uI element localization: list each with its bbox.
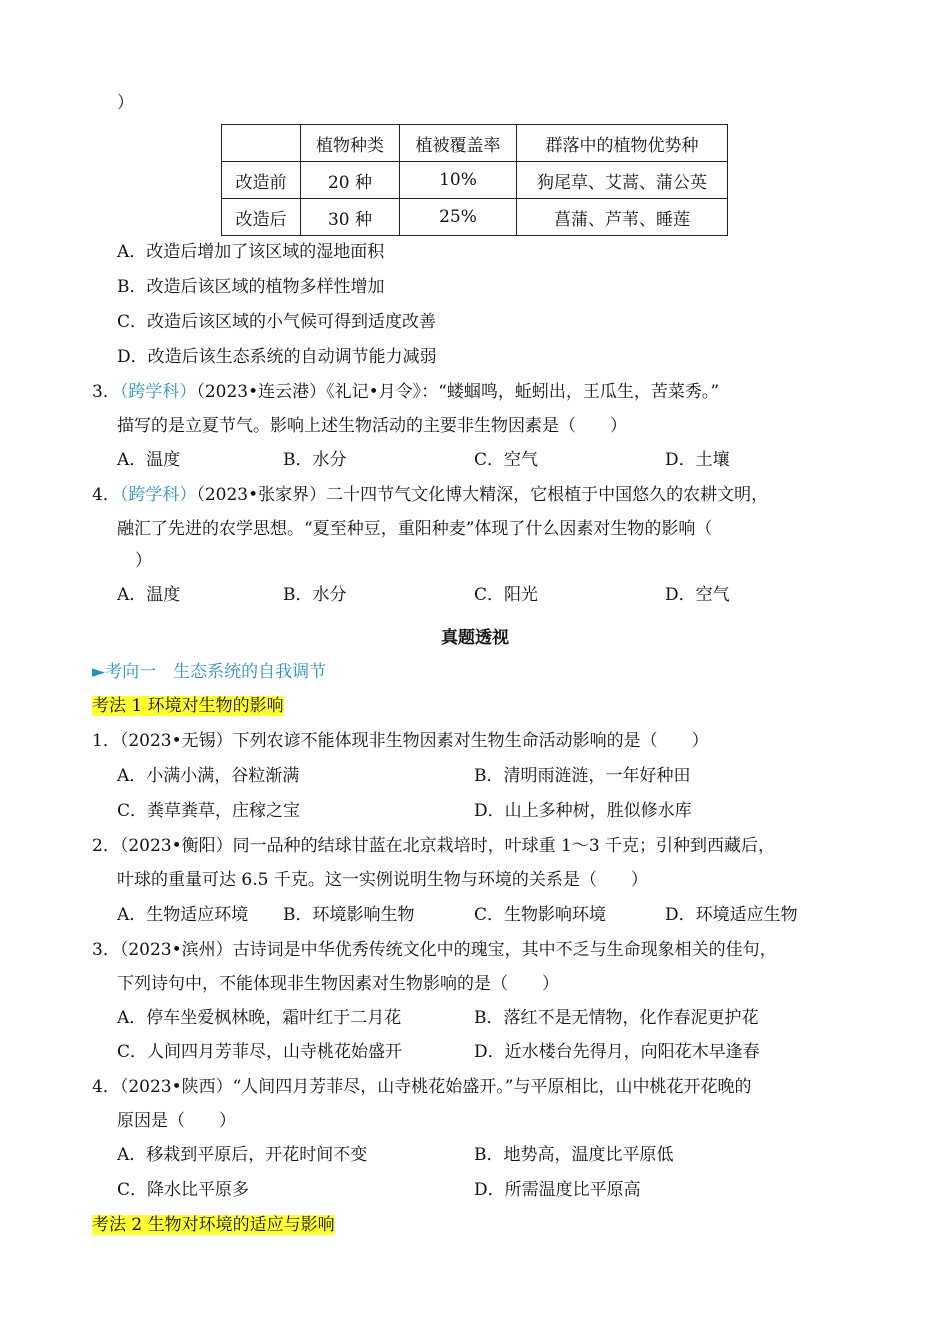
- question: [92, 835, 775, 857]
- option: B．改造后该区域的植物多样性增加: [117, 277, 385, 297]
- option: A．温度: [117, 585, 181, 605]
- comparison-table: [221, 124, 728, 236]
- cross-subject-tag: （跨学科）: [119, 382, 197, 402]
- table-cell: 25%: [400, 199, 517, 236]
- question-number: 3．: [92, 382, 120, 402]
- question-continuation: ）: [117, 93, 134, 113]
- question-text: （2023•连云港）《礼记•月令》：“蝼蝈鸣，蚯蚓出，王瓜生，苦菜秀。”: [196, 382, 720, 402]
- option: C．粪草粪草，庄稼之宝: [117, 801, 301, 821]
- question-text: ）: [135, 551, 152, 571]
- section-title: 真题透视: [441, 628, 509, 648]
- question-text: （2023•衡阳）同一品种的结球甘蓝在北京栽培时，叶球重 1～3 千克；引种到西藏后，: [119, 836, 776, 856]
- option: D．土壤: [665, 450, 730, 470]
- table-cell: 改造后: [222, 199, 301, 236]
- option: A．温度: [117, 450, 181, 470]
- table-row: [222, 125, 728, 162]
- option: A．改造后增加了该区域的湿地面积: [117, 242, 385, 262]
- highlight: 考法 2 生物对环境的适应与影响: [92, 1215, 335, 1235]
- option: D．山上多种树，胜似修水库: [474, 801, 692, 821]
- question-text: 下列诗句中，不能体现非生物因素对生物影响的是（ ）: [117, 974, 559, 994]
- option: D．改造后该生态系统的自动调节能力减弱: [117, 347, 437, 367]
- option: B．环境影响生物: [283, 905, 415, 925]
- option: A．移栽到平原后，开花时间不变: [117, 1145, 368, 1165]
- table-cell: 30 种: [301, 199, 400, 236]
- option: D．环境适应生物: [665, 905, 798, 925]
- cross-subject-tag: （跨学科）: [119, 485, 197, 505]
- question-text: 原因是（ ）: [117, 1111, 236, 1131]
- question: [92, 484, 768, 506]
- table-cell: 10%: [400, 162, 517, 199]
- question-number: 3．: [92, 940, 120, 960]
- question: [92, 730, 709, 752]
- option: D．近水楼台先得月，向阳花木早逢春: [474, 1042, 760, 1062]
- highlight: 考法 1 环境对生物的影响: [92, 696, 284, 716]
- method-heading: [92, 695, 284, 717]
- question-text: 描写的是立夏节气。影响上述生物活动的主要非生物因素是（ ）: [117, 416, 627, 436]
- option: A．生物适应环境: [117, 905, 249, 925]
- question-text: （2023•张家界）二十四节气文化博大精深，它根植于中国悠久的农耕文明，: [196, 485, 769, 505]
- table-cell: 菖蒲、芦苇、睡莲: [517, 199, 728, 236]
- option: C．阳光: [474, 585, 539, 605]
- question: [92, 939, 777, 961]
- table-cell: [222, 125, 301, 162]
- option: C．改造后该区域的小气候可得到适度改善: [117, 312, 437, 332]
- question: [92, 381, 719, 403]
- table-row: [222, 162, 728, 199]
- table-cell: 狗尾草、艾蒿、蒲公英: [517, 162, 728, 199]
- table-cell: 植被覆盖率: [400, 125, 517, 162]
- option: C．人间四月芳菲尽，山寺桃花始盛开: [117, 1042, 403, 1062]
- table-cell: 群落中的植物优势种: [517, 125, 728, 162]
- question-text: （2023•滨州）古诗词是中华优秀传统文化中的瑰宝，其中不乏与生命现象相关的佳句，: [119, 940, 777, 960]
- option: C．降水比平原多: [117, 1180, 250, 1200]
- question: [92, 1076, 752, 1098]
- option: B．落红不是无情物，化作春泥更护花: [474, 1008, 759, 1028]
- question-number: 2．: [92, 836, 120, 856]
- question-number: 4．: [92, 1077, 120, 1097]
- question-text: 融汇了先进的农学思想。“夏至种豆，重阳种麦”体现了什么因素对生物的影响（: [117, 519, 713, 539]
- option: C．生物影响环境: [474, 905, 607, 925]
- table-cell: 植物种类: [301, 125, 400, 162]
- option: B．水分: [283, 450, 347, 470]
- option: D．空气: [665, 585, 730, 605]
- option: B．地势高，温度比平原低: [474, 1145, 674, 1165]
- option: A．停车坐爱枫林晚，霜叶红于二月花: [117, 1008, 402, 1028]
- option: C．空气: [474, 450, 539, 470]
- question-text: 叶球的重量可达 6.5 千克。这一实例说明生物与环境的关系是（ ）: [117, 870, 648, 890]
- question-number: 4．: [92, 485, 120, 505]
- method-heading: [92, 1214, 335, 1236]
- table-cell: 20 种: [301, 162, 400, 199]
- table-cell: 改造前: [222, 162, 301, 199]
- topic-heading: ►考向一 生态系统的自我调节: [92, 662, 327, 682]
- option: B．清明雨涟涟，一年好种田: [474, 766, 691, 786]
- table-row: [222, 199, 728, 236]
- question-number: 1．: [92, 731, 120, 751]
- question-text: （2023•无锡）下列农谚不能体现非生物因素对生物生命活动影响的是（ ）: [119, 731, 709, 751]
- question-text: （2023•陕西）“人间四月芳菲尽，山寺桃花始盛开。”与平原相比，山中桃花开花晚的: [119, 1077, 752, 1097]
- option: A．小满小满，谷粒渐满: [117, 766, 300, 786]
- option: D．所需温度比平原高: [474, 1180, 641, 1200]
- option: B．水分: [283, 585, 347, 605]
